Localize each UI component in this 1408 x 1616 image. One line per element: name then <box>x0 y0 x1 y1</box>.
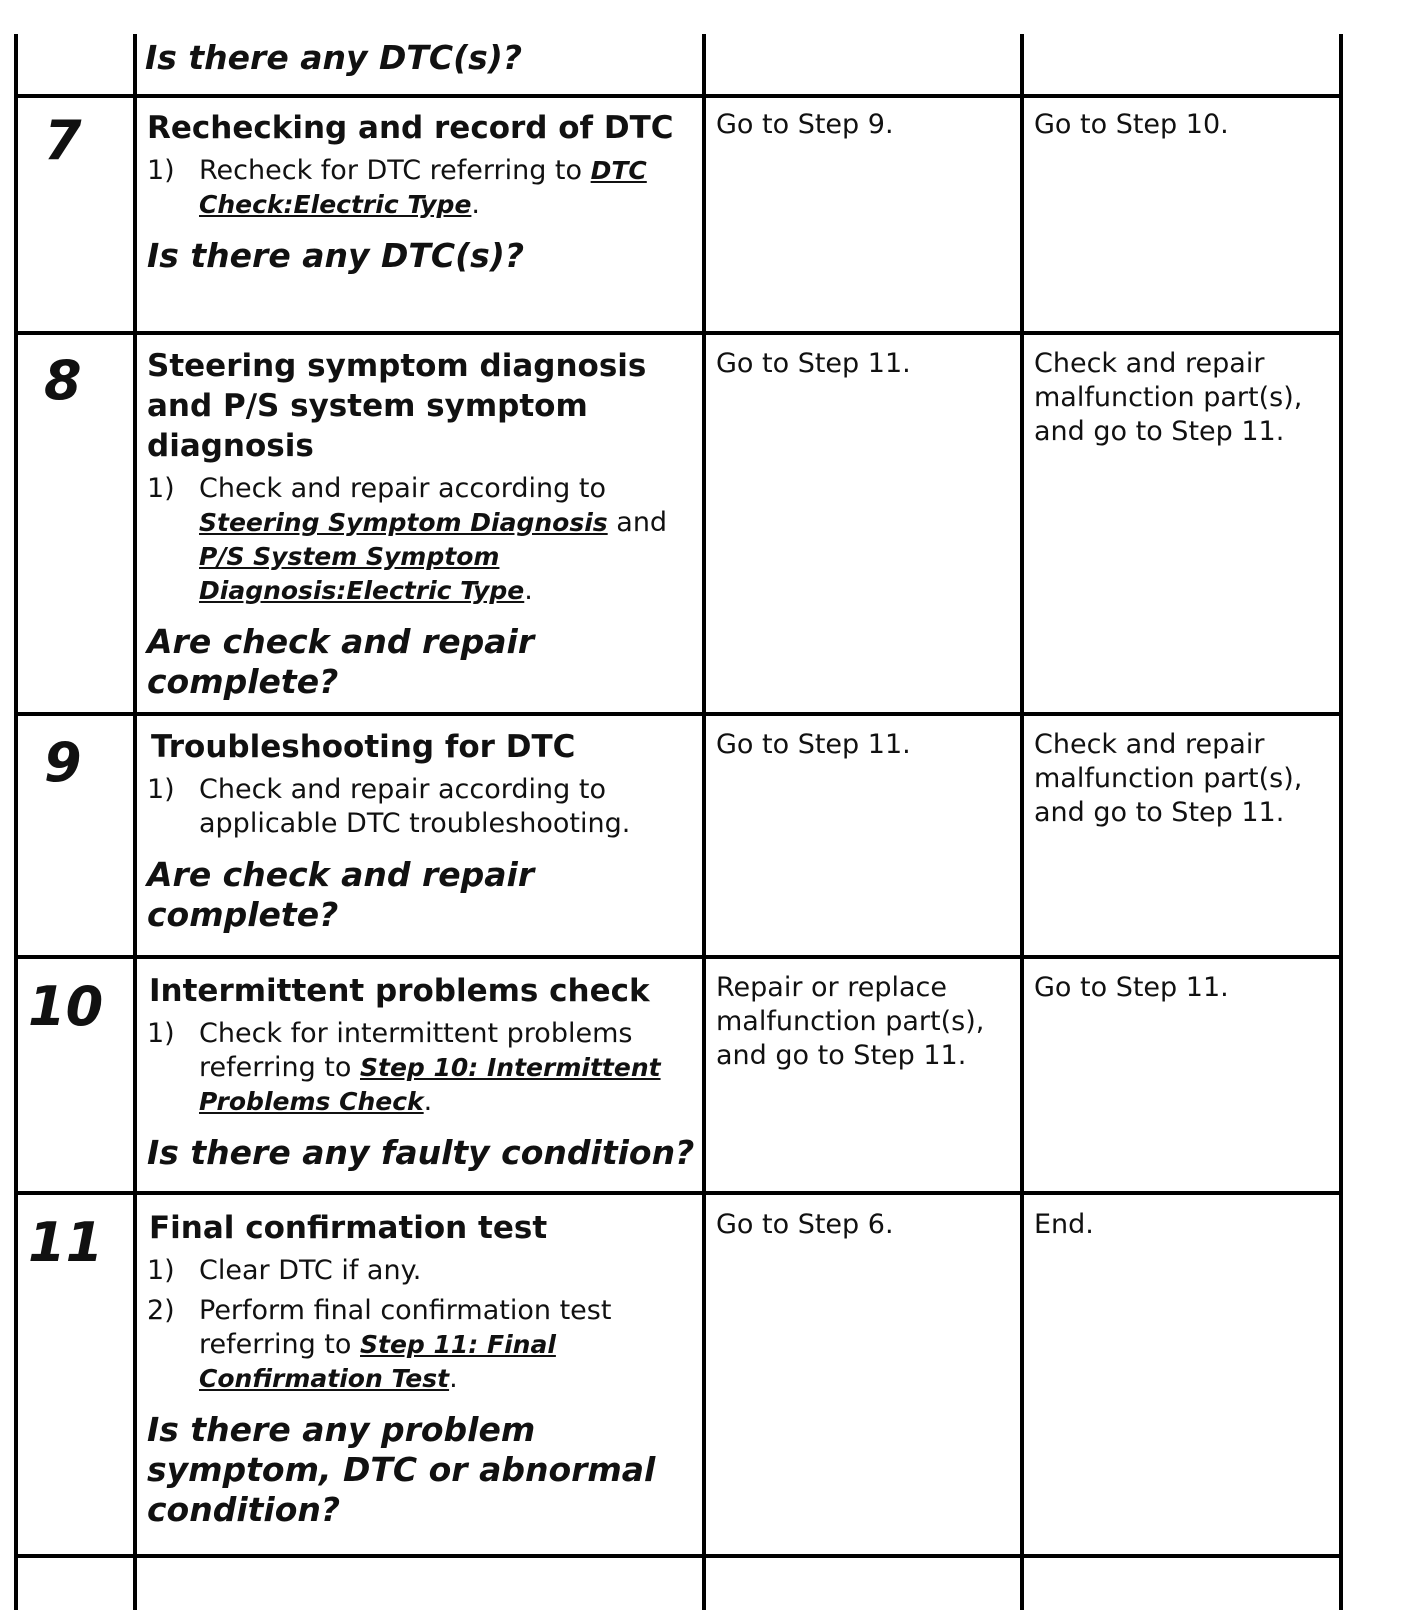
yes-result: Go to Step 9. <box>716 109 894 140</box>
manual-link-2[interactable]: P/S System Symptom Diagnosis:Electric Type <box>199 542 525 605</box>
grid-line <box>14 94 1343 98</box>
item-number: 1) <box>147 1018 175 1049</box>
no-result: End. <box>1034 1209 1094 1240</box>
item-text-end: . <box>449 1363 458 1394</box>
item-number: 2) <box>147 1295 175 1326</box>
grid-line <box>14 955 1343 959</box>
grid-line <box>14 712 1343 716</box>
instruction-item <box>147 1294 701 1396</box>
item-number: 1) <box>147 1255 175 1286</box>
no-result: Check and repair malfunction part(s), and go to Step 11. <box>1034 729 1303 828</box>
continuation-question: Is there any DTC(s)? <box>145 38 523 77</box>
manual-link[interactable]: Step 10: Intermittent Problems Check <box>199 1053 661 1116</box>
step-number: 10 <box>28 975 104 1038</box>
item-number: 1) <box>147 473 175 504</box>
manual-link[interactable]: DTC Check:Electric Type <box>199 156 647 219</box>
step-question: Is there any DTC(s)? <box>147 236 525 275</box>
no-result: Go to Step 11. <box>1034 972 1229 1003</box>
instruction-item <box>147 154 697 222</box>
instruction-list <box>147 154 697 222</box>
step-title: Intermittent problems check <box>149 973 650 1009</box>
item-text: Perform final confirmation test referring to <box>199 1295 612 1360</box>
item-text-mid: and <box>607 507 668 538</box>
step-number: 11 <box>28 1211 104 1274</box>
step-number: 9 <box>44 731 82 794</box>
grid-line <box>14 1554 1343 1558</box>
instruction-item <box>147 1017 701 1119</box>
item-text: Check and repair according to applicable DTC troubleshooting. <box>199 774 631 839</box>
grid-line <box>14 331 1343 335</box>
item-text-end: . <box>524 575 533 606</box>
step-description <box>147 108 697 276</box>
item-number: 1) <box>147 155 175 186</box>
grid-line <box>1339 34 1343 1610</box>
instruction-list <box>147 1254 701 1396</box>
step-question: Is there any problem symptom, DTC or abnormal condition? <box>147 1410 656 1529</box>
yes-result: Go to Step 11. <box>716 348 911 379</box>
step-title: Steering symptom diagnosis and P/S system symptom diagnosis <box>147 348 647 464</box>
item-number: 1) <box>147 774 175 805</box>
instruction-item <box>147 773 697 841</box>
instruction-item <box>147 472 697 608</box>
step-description <box>147 727 697 935</box>
instruction-item <box>147 1254 701 1288</box>
instruction-list <box>147 1017 701 1119</box>
yes-result: Go to Step 11. <box>716 729 911 760</box>
instruction-list <box>147 773 697 841</box>
item-text: Check and repair according to <box>199 473 606 504</box>
grid-line <box>14 1191 1343 1195</box>
step-question: Is there any faulty condition? <box>147 1133 695 1172</box>
item-text: Clear DTC if any. <box>199 1255 422 1286</box>
manual-link[interactable]: Steering Symptom Diagnosis <box>199 508 608 537</box>
step-description <box>149 1208 701 1530</box>
step-question: Are check and repair complete? <box>147 622 535 701</box>
step-title: Troubleshooting for DTC <box>151 729 576 765</box>
manual-link[interactable]: Step 11: Final Confirmation Test <box>199 1330 556 1393</box>
grid-line <box>702 34 706 1610</box>
step-number: 7 <box>44 109 82 172</box>
item-text-end: . <box>471 189 480 220</box>
yes-result: Go to Step 6. <box>716 1209 894 1240</box>
item-text: Recheck for DTC referring to <box>199 155 591 186</box>
step-title: Rechecking and record of DTC <box>147 110 674 146</box>
instruction-list <box>147 472 697 608</box>
step-question: Are check and repair complete? <box>147 855 535 934</box>
continuation-cell <box>145 38 695 78</box>
item-text: Check for intermittent problems referring to <box>199 1018 633 1083</box>
no-result: Go to Step 10. <box>1034 109 1229 140</box>
grid-line <box>1020 34 1024 1610</box>
grid-line <box>133 34 137 1610</box>
item-text-end: . <box>423 1086 433 1117</box>
grid-line <box>14 34 18 1610</box>
step-description <box>147 346 697 702</box>
step-number: 8 <box>44 349 82 412</box>
step-description <box>149 971 701 1173</box>
yes-result: Repair or replace malfunction part(s), and go to Step 11. <box>716 972 985 1071</box>
no-result: Check and repair malfunction part(s), and go to Step 11. <box>1034 348 1303 447</box>
troubleshooting-table <box>14 34 1398 1610</box>
step-title: Final confirmation test <box>149 1210 548 1246</box>
